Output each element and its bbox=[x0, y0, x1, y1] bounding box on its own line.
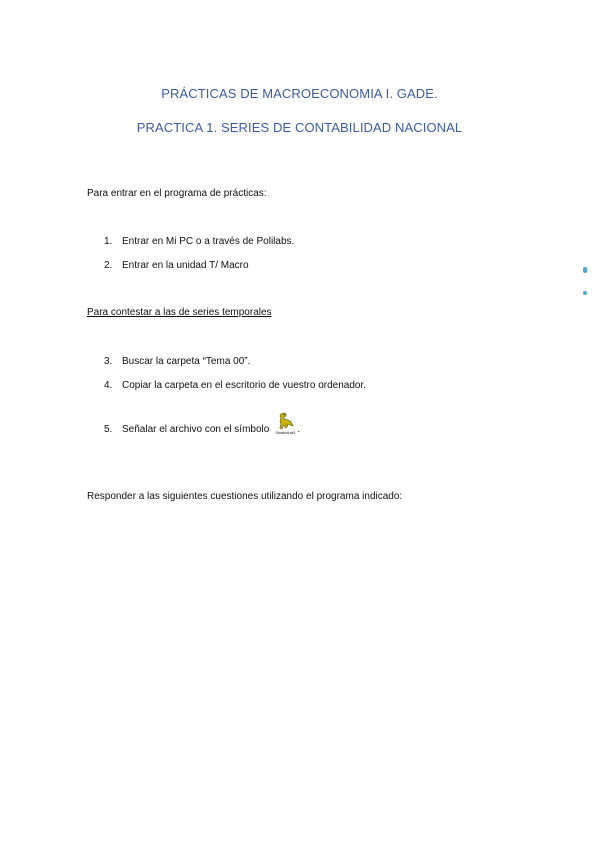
list-text: Buscar la carpeta “Tema 00”. bbox=[122, 356, 251, 367]
list-text: Entrar en la unidad T/ Macro bbox=[122, 260, 249, 271]
margin-mark bbox=[583, 291, 587, 295]
symbol-caption: Shortcut.wf1 bbox=[275, 430, 296, 435]
intro-text: Para entrar en el programa de prácticas: bbox=[87, 188, 267, 199]
list-item bbox=[104, 356, 250, 367]
list-text: Copiar la carpeta en el escritorio de vuestro ordenador. bbox=[122, 380, 367, 391]
list-suffix: . bbox=[297, 424, 301, 435]
list-item bbox=[104, 418, 300, 441]
list-number: 1. bbox=[104, 236, 113, 247]
list-number: 5. bbox=[104, 424, 113, 435]
list-item bbox=[104, 236, 294, 247]
answer-prompt: Responder a las siguientes cuestiones utilizando el programa indicado: bbox=[87, 491, 403, 502]
list-text: Señalar el archivo con el símbolo bbox=[122, 424, 270, 435]
list-item bbox=[104, 260, 249, 271]
series-heading: Para contestar a las de series temporales bbox=[87, 307, 272, 318]
document-title: PRÁCTICAS DE MACROECONOMIA I. GADE. bbox=[161, 86, 438, 101]
list-text: Entrar en Mi PC o a través de Polilabs. bbox=[122, 236, 295, 247]
dinosaur-icon bbox=[275, 412, 295, 430]
list-number: 4. bbox=[104, 380, 113, 391]
document-subtitle: PRACTICA 1. SERIES DE CONTABILIDAD NACIONAL bbox=[136, 120, 463, 135]
list-number: 3. bbox=[104, 356, 113, 367]
list-number: 2. bbox=[104, 260, 113, 271]
margin-mark bbox=[583, 267, 587, 273]
eviews-dinosaur-icon bbox=[275, 412, 295, 435]
list-item bbox=[104, 380, 366, 391]
